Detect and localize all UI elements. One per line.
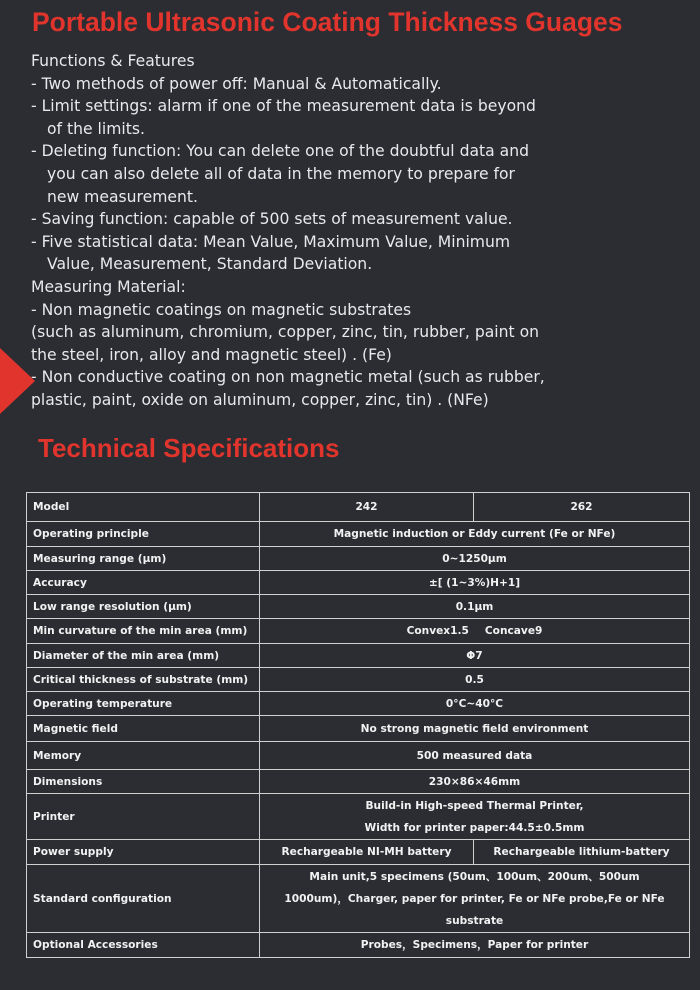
row-value: [260, 865, 690, 933]
specifications-table: [26, 492, 690, 958]
row-label: Standard configuration: [27, 865, 260, 933]
row-label: Measuring range (μm): [27, 547, 260, 571]
table-row: [27, 595, 690, 619]
intro-line: new measurement.: [47, 187, 198, 206]
intro-line: - Non magnetic coatings on magnetic substrates: [31, 300, 412, 319]
config-line: substrate: [445, 914, 504, 927]
intro-line: (such as aluminum, chromium, copper, zinc, tin, rubber, paint on: [31, 323, 540, 342]
power-262: Rechargeable lithium-battery: [474, 840, 690, 865]
intro-line: you can also delete all of data in the memory to prepare for: [47, 164, 515, 183]
row-label: Accuracy: [27, 571, 260, 595]
row-label: Model: [27, 493, 260, 522]
row-value: No strong magnetic field environment: [260, 716, 690, 742]
intro-line: of the limits.: [47, 119, 145, 138]
table-row: [27, 644, 690, 668]
row-value: 500 measured data: [260, 742, 690, 770]
table-row: [27, 571, 690, 595]
row-label: Operating temperature: [27, 692, 260, 716]
power-242: Rechargeable NI-MH battery: [260, 840, 474, 865]
row-label: Min curvature of the min area (mm): [27, 619, 260, 644]
table-row: [27, 668, 690, 692]
intro-line: - Non conductive coating on non magnetic metal (such as rubber,: [31, 368, 545, 387]
decorative-triangle: [0, 348, 35, 414]
intro-line: Measuring Material:: [31, 277, 186, 296]
table-row: [27, 794, 690, 840]
intro-line: - Five statistical data: Mean Value, Maximum Value, Minimum: [31, 232, 511, 251]
row-value: 0°C~40°C: [260, 692, 690, 716]
table-row: [27, 742, 690, 770]
table-row: [27, 933, 690, 958]
table-row: [27, 493, 690, 522]
intro-line: - Limit settings: alarm if one of the measurement data is beyond: [31, 97, 536, 116]
table-row: [27, 547, 690, 571]
table-row: [27, 865, 690, 933]
row-label: Memory: [27, 742, 260, 770]
row-value: [260, 619, 690, 644]
concave-value: Concave9: [484, 625, 543, 637]
row-label: Operating principle: [27, 522, 260, 547]
row-value: 0.5: [260, 668, 690, 692]
table-row: [27, 522, 690, 547]
intro-line: the steel, iron, alloy and magnetic steel) . (Fe): [31, 345, 392, 364]
convex-value: Convex1.5: [406, 625, 469, 637]
model-242: 242: [260, 493, 474, 522]
row-label: Magnetic field: [27, 716, 260, 742]
config-line: 1000um)，Charger, paper for printer, Fe or NFe probe,Fe or NFe: [284, 892, 665, 905]
config-line: Main unit,5 specimens (50um、100um、200um、500um: [309, 870, 640, 883]
row-label: Critical thickness of substrate (mm): [27, 668, 260, 692]
intro-line: Value, Measurement, Standard Deviation.: [47, 255, 373, 274]
row-label: Diameter of the min area (mm): [27, 644, 260, 668]
row-value: ±[ (1~3%)H+1]: [260, 571, 690, 595]
table-row: [27, 692, 690, 716]
intro-line: Functions & Features: [31, 52, 195, 70]
table-row: [27, 840, 690, 865]
row-label: Power supply: [27, 840, 260, 865]
row-value: 0.1μm: [260, 595, 690, 619]
row-label: Printer: [27, 794, 260, 840]
row-value: [260, 794, 690, 840]
intro-line: - Saving function: capable of 500 sets of measurement value.: [31, 210, 513, 229]
row-label: Dimensions: [27, 770, 260, 794]
intro-line: - Deleting function: You can delete one of the doubtful data and: [31, 142, 530, 161]
printer-line: Width for printer paper:44.5±0.5mm: [364, 821, 585, 834]
row-value: 0~1250μm: [260, 547, 690, 571]
page-title: Portable Ultrasonic Coating Thickness Guages: [32, 7, 623, 37]
table-row: [27, 770, 690, 794]
specifications-heading: Technical Specifications: [38, 433, 340, 463]
table-row: [27, 619, 690, 644]
row-value: 230×86×46mm: [260, 770, 690, 794]
row-value: Magnetic induction or Eddy current (Fe or NFe): [260, 522, 690, 547]
intro-line: plastic, paint, oxide on aluminum, copper, zinc, tin) . (NFe): [31, 390, 489, 409]
features-text: [31, 50, 651, 412]
model-262: 262: [474, 493, 690, 522]
row-label: Low range resolution (μm): [27, 595, 260, 619]
row-value: Φ7: [260, 644, 690, 668]
table-row: [27, 716, 690, 742]
printer-line: Build-in High-speed Thermal Printer,: [365, 799, 584, 812]
intro-line: - Two methods of power off: Manual & Automatically.: [31, 74, 442, 93]
row-value: Probes，Specimens，Paper for printer: [260, 933, 690, 958]
row-label: Optional Accessories: [27, 933, 260, 958]
